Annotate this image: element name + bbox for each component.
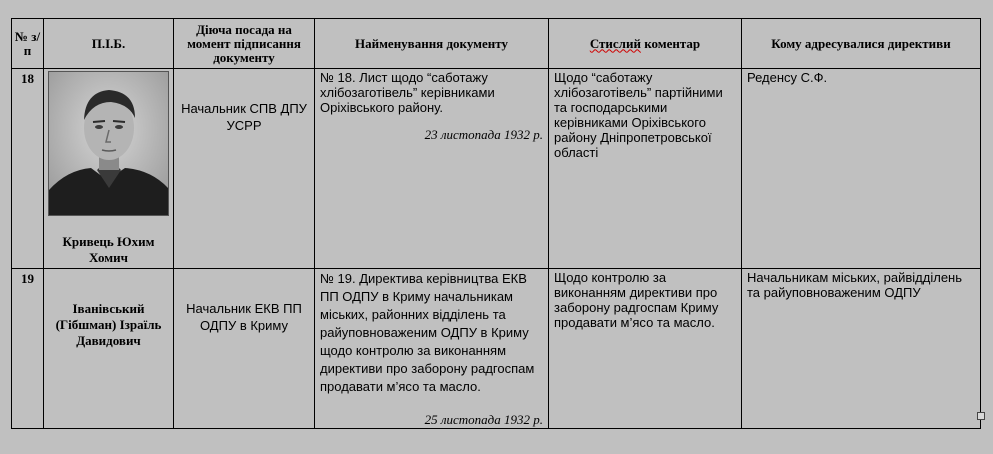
recipient-cell — [742, 269, 981, 429]
spellcheck-word: Стислий — [589, 35, 641, 51]
person-name: Іванівський (Гібшман) Ізраїль Давидович — [55, 301, 162, 348]
header-comment — [549, 19, 742, 69]
table-resize-handle[interactable] — [977, 412, 985, 420]
comment-text: Щодо “саботажу хлібозаготівель” партійними та господарськими керівниками Оріхівського району Дніпропетровської області — [554, 70, 723, 160]
position-cell — [174, 69, 315, 269]
portrait-illustration — [49, 72, 168, 215]
document-cell — [315, 69, 549, 269]
table-row — [12, 269, 981, 429]
name-cell — [44, 269, 174, 429]
header-recipient: Кому адресувалися директиви — [742, 19, 981, 69]
position-text: Начальник СПВ ДПУ УСРР — [181, 101, 307, 133]
name-cell — [44, 69, 174, 269]
header-name: П.І.Б. — [44, 19, 174, 69]
comment-text: Щодо контролю за виконанням директиви про заборону радгоспам Криму продавати м’ясо та масло. — [554, 270, 719, 330]
document-cell — [315, 269, 549, 429]
directives-table — [11, 18, 981, 429]
row-number: 18 — [12, 69, 44, 269]
person-name: Кривець Юхим Хомич — [62, 234, 155, 265]
portrait-photo — [48, 71, 169, 216]
position-text: Начальник ЕКВ ПП ОДПУ в Криму — [186, 301, 302, 333]
header-row — [12, 19, 981, 69]
row-number: 19 — [12, 269, 44, 429]
position-cell — [174, 269, 315, 429]
header-position: Діюча посада на момент підписання документу — [174, 19, 315, 69]
document-date: 23 листопада 1932 р. — [424, 127, 543, 142]
header-comment-rest: коментар — [640, 35, 701, 51]
document-date: 25 листопада 1932 р. — [424, 412, 543, 427]
comment-cell — [549, 69, 742, 269]
table-row — [12, 69, 981, 269]
document-title: № 19. Директива керівництва ЕКВ ПП ОДПУ в Криму начальникам міських, районних відділень та райуповноваженим ОДПУ в Криму щодо контролю за виконанням директиви про заборону радгоспам продавати м’ясо та масло. — [320, 271, 535, 394]
recipient-cell — [742, 69, 981, 269]
document-page — [11, 18, 980, 429]
comment-cell — [549, 269, 742, 429]
header-num: № з/п — [12, 19, 44, 69]
recipient-text: Реденсу С.Ф. — [747, 70, 828, 85]
header-document: Найменування документу — [315, 19, 549, 69]
document-title: № 18. Лист щодо “саботажу хлібозаготівель” керівниками Оріхівського району. — [320, 70, 495, 115]
recipient-text: Начальникам міських, райвідділень та райуповноваженим ОДПУ — [747, 270, 963, 300]
